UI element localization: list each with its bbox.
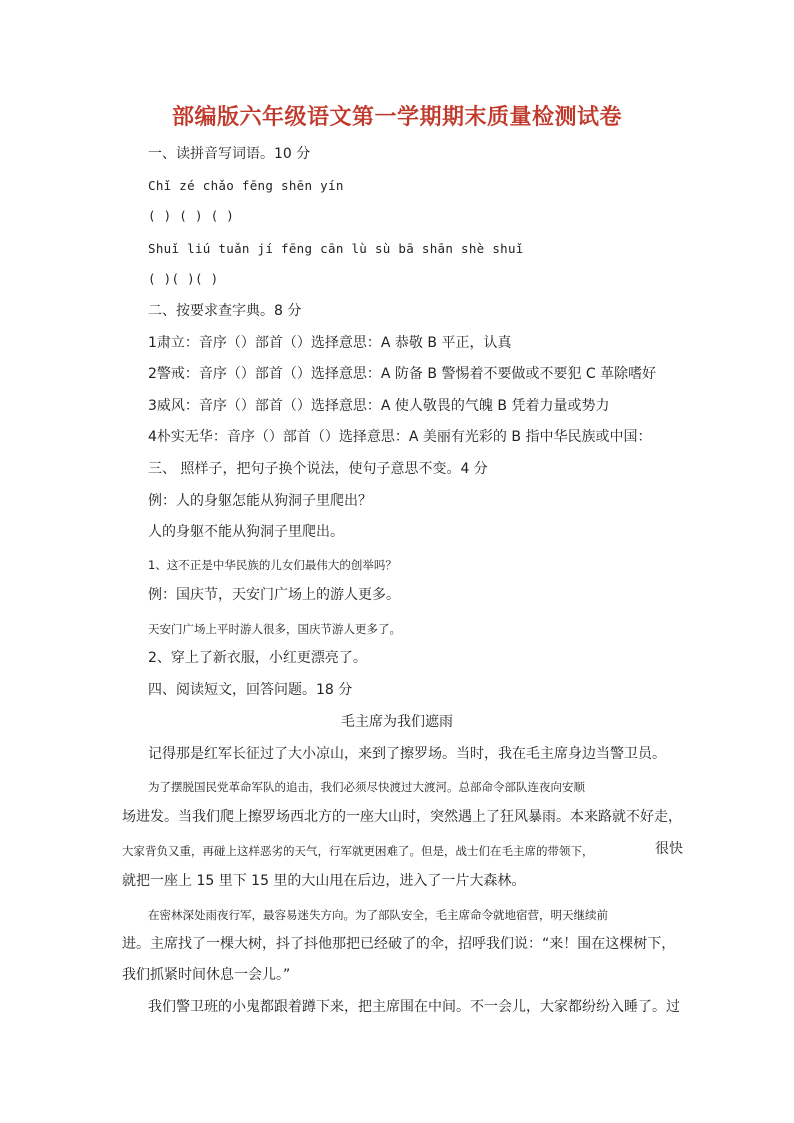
passage-paragraph-2-line-2: 场进发。当我们爬上擦罗场西北方的一座大山时，突然遇上了狂风暴雨。本来路就不好走， [122,809,682,825]
passage-title: 毛主席为我们遮雨 [341,714,453,730]
page-title: 部编版六年级语文第一学期期末质量检测试卷 [171,104,622,130]
section-4-heading: 四、阅读短文，回答问题。18 分 [148,682,353,698]
example-1-answer: 人的身躯不能从狗洞子里爬出。 [148,524,344,540]
example-2: 例：国庆节，天安门广场上的游人更多。 [148,587,400,603]
section-3-heading: 三、 照样子，把句子换个说法，使句子意思不变。4 分 [148,461,488,477]
passage-paragraph-2-line-4: 就把一座上 15 里下 15 里的大山甩在后边，进入了一片大森林。 [122,873,526,889]
dictionary-item-3: 3威风：音序（）部首（）选择意思：A 使人敬畏的气魄 B 凭着力量或势力 [148,398,610,414]
dictionary-item-4: 4朴实无华：音序（）部首（）选择意思：A 美丽有光彩的 B 指中华民族或中国： [148,429,652,445]
example-1: 例：人的身躯怎能从狗洞子里爬出？ [148,493,372,509]
passage-paragraph-3-line-2: 进。主席找了一棵大树，抖了抖他那把已经破了的伞，招呼我们说：“来！围在这棵树下， [122,936,676,952]
dictionary-item-1: 1肃立：音序（）部首（）选择意思：A 恭敬 B 平正，认真 [148,335,512,351]
passage-paragraph-2-line-3: 大家背负又重，再碰上这样恶劣的天气，行军就更困难了。但是，战士们在毛主席的带领下， [122,844,594,858]
answer-blanks-1: ( ) ( ) ( ) [148,208,235,223]
section-2-heading: 二、按要求查字典。8 分 [148,303,302,319]
passage-paragraph-2-line-3-end: 很快 [655,841,683,857]
question-2: 2、穿上了新衣服，小红更漂亮了。 [148,650,367,666]
passage-paragraph-3-line-3: 我们抓紧时间休息一会儿。” [122,967,291,983]
passage-paragraph-3-line-1: 在密林深处雨夜行军，最容易迷失方向。为了部队安全，毛主席命令就地宿营，明天继续前 [148,908,608,922]
passage-paragraph-4: 我们警卫班的小鬼都跟着蹲下来，把主席围在中间。不一会儿，大家都纷纷入睡了。过 [148,999,680,1015]
dictionary-item-2: 2警戒：音序（）部首（）选择意思：A 防备 B 警惕着不要做或不要犯 C 革除嗜好 [148,366,657,382]
question-1: 1、这不正是中华民族的儿女们最伟大的创举吗？ [148,558,397,572]
passage-paragraph-1: 记得那是红军长征过了大小凉山，来到了擦罗场。当时，我在毛主席身边当警卫员。 [148,746,666,762]
example-2-answer: 天安门广场上平时游人很多，国庆节游人更多了。 [148,622,401,636]
section-1-heading: 一、读拼音写词语。10 分 [148,146,311,162]
pinyin-row-1: Chǐ zé chǎo fēng shēn yín [148,178,344,193]
pinyin-row-2: Shuǐ liú tuǎn jí fēng cān lù sù bā shān shè shuǐ [148,241,524,256]
passage-paragraph-2-line-1: 为了摆脱国民党革命军队的追击，我们必须尽快渡过大渡河。总部命令部队连夜向安顺 [148,780,585,794]
answer-blanks-2: ( )( )( ) [148,271,219,286]
